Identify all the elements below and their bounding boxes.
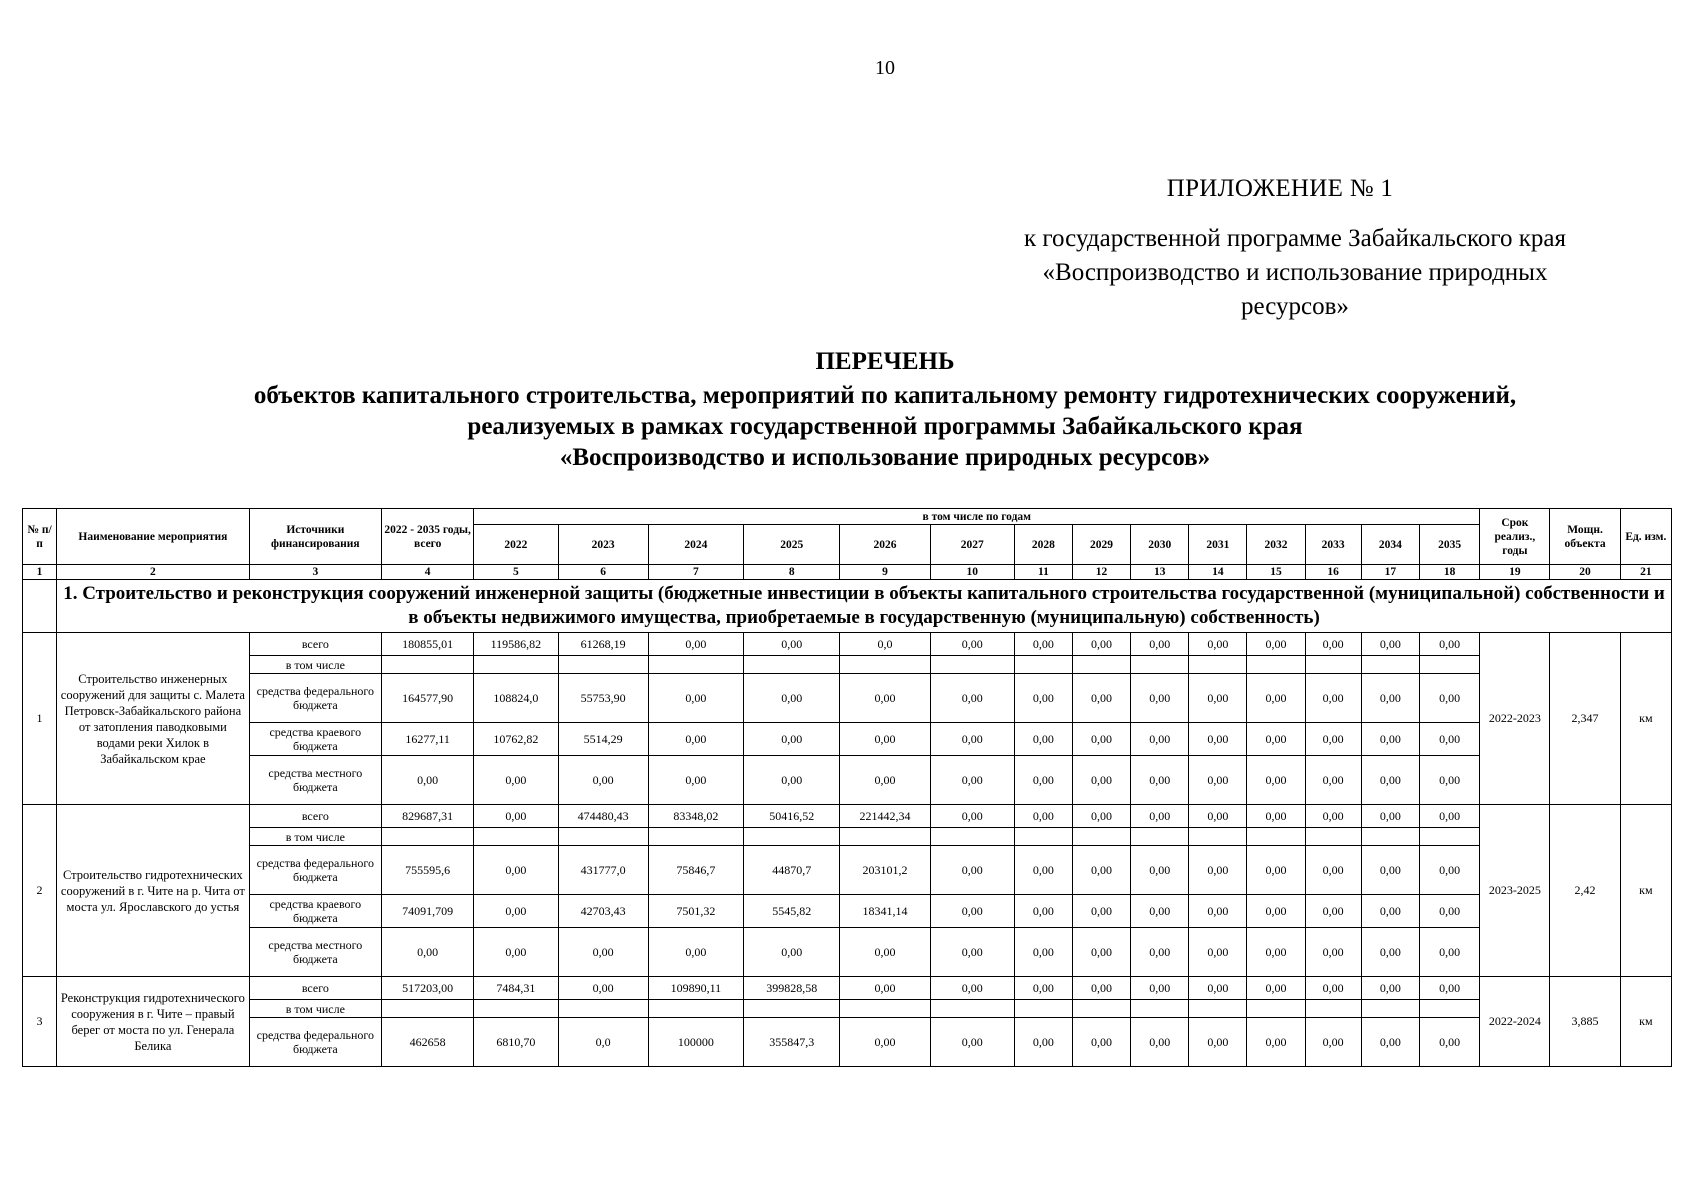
value-cell: 0,00	[1014, 674, 1072, 723]
column-number: 1	[23, 565, 57, 580]
funding-source: средства местного бюджета	[249, 756, 381, 805]
funding-source: всего	[249, 977, 381, 1000]
project-term: 2022-2023	[1480, 633, 1550, 805]
value-cell: 0,00	[1131, 1018, 1189, 1067]
value-cell	[1361, 828, 1419, 846]
value-cell: 0,00	[1247, 1018, 1305, 1067]
header-year: 2029	[1072, 525, 1130, 565]
value-cell	[382, 1000, 474, 1018]
value-cell: 0,00	[1131, 756, 1189, 805]
column-numbers-row	[23, 565, 1672, 580]
value-cell	[1419, 656, 1479, 674]
header-capacity: Мощн. объекта	[1550, 509, 1620, 565]
value-cell: 180855,01	[382, 633, 474, 656]
value-cell	[1072, 656, 1130, 674]
value-cell	[648, 656, 743, 674]
value-cell: 0,00	[1131, 633, 1189, 656]
table-row-fed	[23, 674, 1672, 723]
value-cell: 0,00	[1361, 723, 1419, 756]
header-source: Источники финансирования	[249, 509, 381, 565]
value-cell	[1131, 828, 1189, 846]
value-cell	[1305, 656, 1361, 674]
value-cell	[1361, 1000, 1419, 1018]
value-cell: 0,00	[1072, 1018, 1130, 1067]
objects-table	[22, 508, 1672, 1067]
project-name: Строительство гидротехнических сооружений в г. Чите на р. Чита от моста ул. Ярославского до устья	[57, 805, 250, 977]
value-cell: 0,00	[1014, 723, 1072, 756]
value-cell	[474, 656, 558, 674]
funding-source: средства краевого бюджета	[249, 723, 381, 756]
value-cell: 0,00	[1189, 723, 1247, 756]
value-cell: 0,00	[1305, 1018, 1361, 1067]
section-row	[23, 580, 1672, 633]
header-year: 2024	[648, 525, 743, 565]
value-cell: 0,00	[1247, 895, 1305, 928]
header-unit: Ед. изм.	[1620, 509, 1671, 565]
header-year: 2025	[744, 525, 840, 565]
table-row-reg	[23, 895, 1672, 928]
header-year: 2023	[558, 525, 648, 565]
value-cell: 0,00	[1014, 928, 1072, 977]
column-number: 16	[1305, 565, 1361, 580]
header-year: 2022	[474, 525, 558, 565]
value-cell: 755595,6	[382, 846, 474, 895]
value-cell: 0,00	[1131, 846, 1189, 895]
value-cell: 0,00	[1072, 805, 1130, 828]
header-name: Наименование мероприятия	[57, 509, 250, 565]
value-cell: 109890,11	[648, 977, 743, 1000]
value-cell	[1247, 828, 1305, 846]
value-cell	[840, 1000, 930, 1018]
column-number: 14	[1189, 565, 1247, 580]
value-cell: 0,00	[1014, 895, 1072, 928]
value-cell: 0,00	[1072, 723, 1130, 756]
value-cell: 0,00	[1361, 633, 1419, 656]
value-cell: 18341,14	[840, 895, 930, 928]
value-cell: 0,00	[474, 756, 558, 805]
column-number: 9	[840, 565, 930, 580]
value-cell: 0,00	[1305, 674, 1361, 723]
header-by-years: в том числе по годам	[474, 509, 1480, 525]
value-cell: 0,00	[744, 723, 840, 756]
value-cell	[744, 656, 840, 674]
value-cell: 0,00	[1305, 846, 1361, 895]
value-cell: 0,00	[1189, 805, 1247, 828]
value-cell: 0,00	[930, 723, 1014, 756]
value-cell	[930, 828, 1014, 846]
value-cell: 0,00	[1361, 895, 1419, 928]
column-number: 2	[57, 565, 250, 580]
value-cell: 44870,7	[744, 846, 840, 895]
value-cell: 0,00	[1014, 756, 1072, 805]
value-cell: 0,0	[840, 633, 930, 656]
value-cell	[1131, 1000, 1189, 1018]
value-cell	[474, 1000, 558, 1018]
value-cell: 0,00	[1305, 723, 1361, 756]
value-cell: 0,00	[840, 674, 930, 723]
header-term: Срок реализ., годы	[1480, 509, 1550, 565]
column-number: 13	[1131, 565, 1189, 580]
value-cell: 0,00	[1419, 633, 1479, 656]
value-cell: 0,00	[558, 977, 648, 1000]
value-cell: 0,00	[1361, 1018, 1419, 1067]
header-row	[23, 509, 1672, 525]
column-number: 7	[648, 565, 743, 580]
value-cell: 0,00	[1014, 1018, 1072, 1067]
value-cell: 0,00	[1189, 977, 1247, 1000]
value-cell: 0,00	[648, 674, 743, 723]
header-year: 2031	[1189, 525, 1247, 565]
value-cell	[744, 828, 840, 846]
value-cell: 355847,3	[744, 1018, 840, 1067]
appendix-title: ПРИЛОЖЕНИЕ № 1	[1166, 175, 1394, 202]
value-cell: 0,00	[930, 805, 1014, 828]
value-cell: 0,00	[648, 756, 743, 805]
value-cell: 0,00	[744, 633, 840, 656]
appendix-line: ресурсов»	[1241, 293, 1349, 320]
value-cell: 0,00	[1189, 633, 1247, 656]
header-year: 2030	[1131, 525, 1189, 565]
value-cell: 0,00	[1247, 674, 1305, 723]
value-cell: 0,00	[1189, 895, 1247, 928]
value-cell: 0,00	[474, 895, 558, 928]
value-cell	[1419, 1000, 1479, 1018]
value-cell: 0,00	[1131, 977, 1189, 1000]
value-cell	[930, 656, 1014, 674]
column-number: 20	[1550, 565, 1620, 580]
value-cell: 0,00	[840, 756, 930, 805]
funding-source: средства федерального бюджета	[249, 674, 381, 723]
value-cell: 399828,58	[744, 977, 840, 1000]
subtitle-line: объектов капитального строительства, мероприятий по капитальному ремонту гидротехнических сооружений,	[253, 382, 1517, 409]
value-cell: 0,00	[1247, 723, 1305, 756]
value-cell: 0,00	[1189, 674, 1247, 723]
value-cell	[744, 1000, 840, 1018]
value-cell: 517203,00	[382, 977, 474, 1000]
value-cell: 0,00	[1014, 805, 1072, 828]
value-cell	[1189, 656, 1247, 674]
value-cell: 0,00	[1189, 1018, 1247, 1067]
project-name: Реконструкция гидротехнического сооружения в г. Чите – правый берег от моста по ул. Генерала Белика	[57, 977, 250, 1067]
value-cell: 0,0	[558, 1018, 648, 1067]
table-row-loc	[23, 756, 1672, 805]
value-cell: 0,00	[1305, 805, 1361, 828]
value-cell: 16277,11	[382, 723, 474, 756]
value-cell: 0,00	[930, 895, 1014, 928]
value-cell: 61268,19	[558, 633, 648, 656]
value-cell	[1247, 1000, 1305, 1018]
value-cell: 0,00	[1072, 895, 1130, 928]
document-subtitle	[150, 380, 1620, 473]
table-row-fed	[23, 846, 1672, 895]
project-number: 3	[23, 977, 57, 1067]
column-number: 18	[1419, 565, 1479, 580]
value-cell	[1305, 828, 1361, 846]
funding-source: средства местного бюджета	[249, 928, 381, 977]
value-cell: 0,00	[1419, 756, 1479, 805]
value-cell	[1072, 1000, 1130, 1018]
value-cell: 74091,709	[382, 895, 474, 928]
value-cell: 0,00	[1131, 895, 1189, 928]
value-cell: 0,00	[840, 977, 930, 1000]
header-year: 2027	[930, 525, 1014, 565]
value-cell: 0,00	[1131, 723, 1189, 756]
value-cell: 0,00	[558, 928, 648, 977]
value-cell: 0,00	[930, 674, 1014, 723]
project-unit: км	[1620, 977, 1671, 1067]
value-cell: 0,00	[558, 756, 648, 805]
value-cell: 100000	[648, 1018, 743, 1067]
value-cell: 0,00	[1419, 723, 1479, 756]
column-number: 8	[744, 565, 840, 580]
column-number: 19	[1480, 565, 1550, 580]
value-cell: 0,00	[1014, 633, 1072, 656]
value-cell: 0,00	[1419, 1018, 1479, 1067]
value-cell: 119586,82	[474, 633, 558, 656]
value-cell: 0,00	[1305, 756, 1361, 805]
value-cell: 0,00	[1419, 977, 1479, 1000]
value-cell: 108824,0	[474, 674, 558, 723]
value-cell: 7501,32	[648, 895, 743, 928]
value-cell: 0,00	[474, 805, 558, 828]
column-number: 6	[558, 565, 648, 580]
value-cell	[648, 1000, 743, 1018]
value-cell: 5514,29	[558, 723, 648, 756]
header-year: 2028	[1014, 525, 1072, 565]
table-row-total	[23, 977, 1672, 1000]
value-cell: 431777,0	[558, 846, 648, 895]
project-number: 2	[23, 805, 57, 977]
funding-source: всего	[249, 805, 381, 828]
value-cell: 0,00	[744, 674, 840, 723]
value-cell: 0,00	[930, 1018, 1014, 1067]
project-capacity: 2,347	[1550, 633, 1620, 805]
value-cell	[1189, 1000, 1247, 1018]
value-cell: 0,00	[382, 756, 474, 805]
value-cell: 203101,2	[840, 846, 930, 895]
section-heading: 1. Строительство и реконструкция сооружений инженерной защиты (бюджетные инвестиции в объекты капитального строительства государственной (муниципальной) собственности и в объекты недвижимого имущества, приобретаемые в государственную (муниципальную) собственность)	[57, 580, 1672, 633]
value-cell	[558, 1000, 648, 1018]
value-cell: 0,00	[1247, 977, 1305, 1000]
value-cell	[1189, 828, 1247, 846]
value-cell	[1361, 656, 1419, 674]
value-cell: 55753,90	[558, 674, 648, 723]
value-cell: 0,00	[1247, 928, 1305, 977]
value-cell: 0,00	[930, 633, 1014, 656]
value-cell: 0,00	[1072, 977, 1130, 1000]
column-number: 5	[474, 565, 558, 580]
column-number: 17	[1361, 565, 1419, 580]
column-number: 12	[1072, 565, 1130, 580]
value-cell: 50416,52	[744, 805, 840, 828]
value-cell	[840, 828, 930, 846]
column-number: 11	[1014, 565, 1072, 580]
value-cell: 0,00	[1419, 674, 1479, 723]
value-cell: 0,00	[1189, 846, 1247, 895]
table-row-incl	[23, 1000, 1672, 1018]
value-cell	[474, 828, 558, 846]
project-number: 1	[23, 633, 57, 805]
value-cell: 0,00	[1014, 846, 1072, 895]
value-cell: 0,00	[1419, 805, 1479, 828]
value-cell: 0,00	[744, 756, 840, 805]
column-number: 21	[1620, 565, 1671, 580]
header-total: 2022 - 2035 годы, всего	[382, 509, 474, 565]
project-term: 2022-2024	[1480, 977, 1550, 1067]
value-cell: 0,00	[1072, 846, 1130, 895]
value-cell	[1305, 1000, 1361, 1018]
value-cell: 0,00	[648, 928, 743, 977]
appendix-text	[970, 222, 1620, 324]
value-cell: 0,00	[1305, 633, 1361, 656]
value-cell	[1247, 656, 1305, 674]
value-cell: 0,00	[1361, 977, 1419, 1000]
value-cell: 0,00	[648, 723, 743, 756]
value-cell: 0,00	[840, 1018, 930, 1067]
value-cell: 474480,43	[558, 805, 648, 828]
value-cell: 0,00	[1247, 846, 1305, 895]
column-number: 15	[1247, 565, 1305, 580]
value-cell: 0,00	[1305, 895, 1361, 928]
appendix-line: «Воспроизводство и использование природных	[1042, 259, 1548, 286]
value-cell: 0,00	[1419, 928, 1479, 977]
value-cell: 0,00	[930, 756, 1014, 805]
section-spacer	[23, 580, 57, 633]
value-cell: 0,00	[382, 928, 474, 977]
funding-source: всего	[249, 633, 381, 656]
header-year: 2033	[1305, 525, 1361, 565]
table-row-fed	[23, 1018, 1672, 1067]
subtitle-line: реализуемых в рамках государственной программы Забайкальского края	[467, 413, 1303, 440]
value-cell	[1014, 656, 1072, 674]
value-cell: 10762,82	[474, 723, 558, 756]
value-cell: 0,00	[930, 928, 1014, 977]
table-row-total	[23, 805, 1672, 828]
value-cell: 0,00	[1014, 977, 1072, 1000]
table-row-reg	[23, 723, 1672, 756]
value-cell: 0,00	[1305, 977, 1361, 1000]
value-cell: 0,00	[840, 723, 930, 756]
value-cell: 0,00	[474, 846, 558, 895]
value-cell: 0,00	[1305, 928, 1361, 977]
value-cell: 0,00	[1361, 805, 1419, 828]
value-cell: 0,00	[1361, 846, 1419, 895]
value-cell	[1014, 1000, 1072, 1018]
table-row-incl	[23, 828, 1672, 846]
funding-source: в том числе	[249, 656, 381, 674]
value-cell: 221442,34	[840, 805, 930, 828]
value-cell	[930, 1000, 1014, 1018]
column-number: 10	[930, 565, 1014, 580]
value-cell: 0,00	[1072, 928, 1130, 977]
funding-source: в том числе	[249, 828, 381, 846]
project-unit: км	[1620, 633, 1671, 805]
value-cell: 462658	[382, 1018, 474, 1067]
value-cell	[382, 828, 474, 846]
value-cell: 5545,82	[744, 895, 840, 928]
header-num: № п/п	[23, 509, 57, 565]
value-cell: 0,00	[1072, 633, 1130, 656]
value-cell: 0,00	[1361, 756, 1419, 805]
funding-source: в том числе	[249, 1000, 381, 1018]
table-row-total	[23, 633, 1672, 656]
value-cell: 164577,90	[382, 674, 474, 723]
value-cell: 0,00	[1247, 805, 1305, 828]
value-cell	[1072, 828, 1130, 846]
value-cell	[1419, 828, 1479, 846]
value-cell	[382, 656, 474, 674]
value-cell: 0,00	[1189, 928, 1247, 977]
value-cell: 0,00	[1189, 756, 1247, 805]
project-capacity: 3,885	[1550, 977, 1620, 1067]
funding-source: средства краевого бюджета	[249, 895, 381, 928]
project-capacity: 2,42	[1550, 805, 1620, 977]
project-unit: км	[1620, 805, 1671, 977]
value-cell	[648, 828, 743, 846]
table-row-incl	[23, 656, 1672, 674]
value-cell: 0,00	[930, 846, 1014, 895]
value-cell	[1131, 656, 1189, 674]
value-cell	[558, 828, 648, 846]
value-cell: 829687,31	[382, 805, 474, 828]
value-cell: 0,00	[1072, 674, 1130, 723]
document-title: ПЕРЕЧЕНЬ	[815, 348, 955, 375]
column-number: 3	[249, 565, 381, 580]
appendix-line: к государственной программе Забайкальского края	[1024, 225, 1566, 252]
header-year: 2035	[1419, 525, 1479, 565]
value-cell: 0,00	[1361, 928, 1419, 977]
value-cell: 0,00	[1247, 633, 1305, 656]
value-cell: 0,00	[1247, 756, 1305, 805]
table-row-loc	[23, 928, 1672, 977]
project-term: 2023-2025	[1480, 805, 1550, 977]
value-cell: 75846,7	[648, 846, 743, 895]
value-cell: 0,00	[1131, 805, 1189, 828]
value-cell: 0,00	[744, 928, 840, 977]
funding-source: средства федерального бюджета	[249, 1018, 381, 1067]
value-cell: 0,00	[1131, 928, 1189, 977]
header-year: 2026	[840, 525, 930, 565]
value-cell: 42703,43	[558, 895, 648, 928]
value-cell	[1014, 828, 1072, 846]
header-year: 2032	[1247, 525, 1305, 565]
value-cell: 7484,31	[474, 977, 558, 1000]
value-cell: 0,00	[1131, 674, 1189, 723]
header-year: 2034	[1361, 525, 1419, 565]
project-name: Строительство инженерных сооружений для защиты с. Малета Петровск-Забайкальского района от затопления паводковыми водами реки Хилок в Забайкальском крае	[57, 633, 250, 805]
value-cell: 0,00	[1419, 895, 1479, 928]
value-cell	[558, 656, 648, 674]
value-cell: 0,00	[1419, 846, 1479, 895]
value-cell: 83348,02	[648, 805, 743, 828]
value-cell: 0,00	[1361, 674, 1419, 723]
funding-source: средства федерального бюджета	[249, 846, 381, 895]
value-cell: 0,00	[648, 633, 743, 656]
value-cell: 0,00	[930, 977, 1014, 1000]
value-cell: 0,00	[474, 928, 558, 977]
value-cell	[840, 656, 930, 674]
column-number: 4	[382, 565, 474, 580]
page-number: 10	[875, 57, 895, 79]
value-cell: 6810,70	[474, 1018, 558, 1067]
value-cell: 0,00	[1072, 756, 1130, 805]
subtitle-line: «Воспроизводство и использование природных ресурсов»	[559, 444, 1211, 471]
value-cell: 0,00	[840, 928, 930, 977]
